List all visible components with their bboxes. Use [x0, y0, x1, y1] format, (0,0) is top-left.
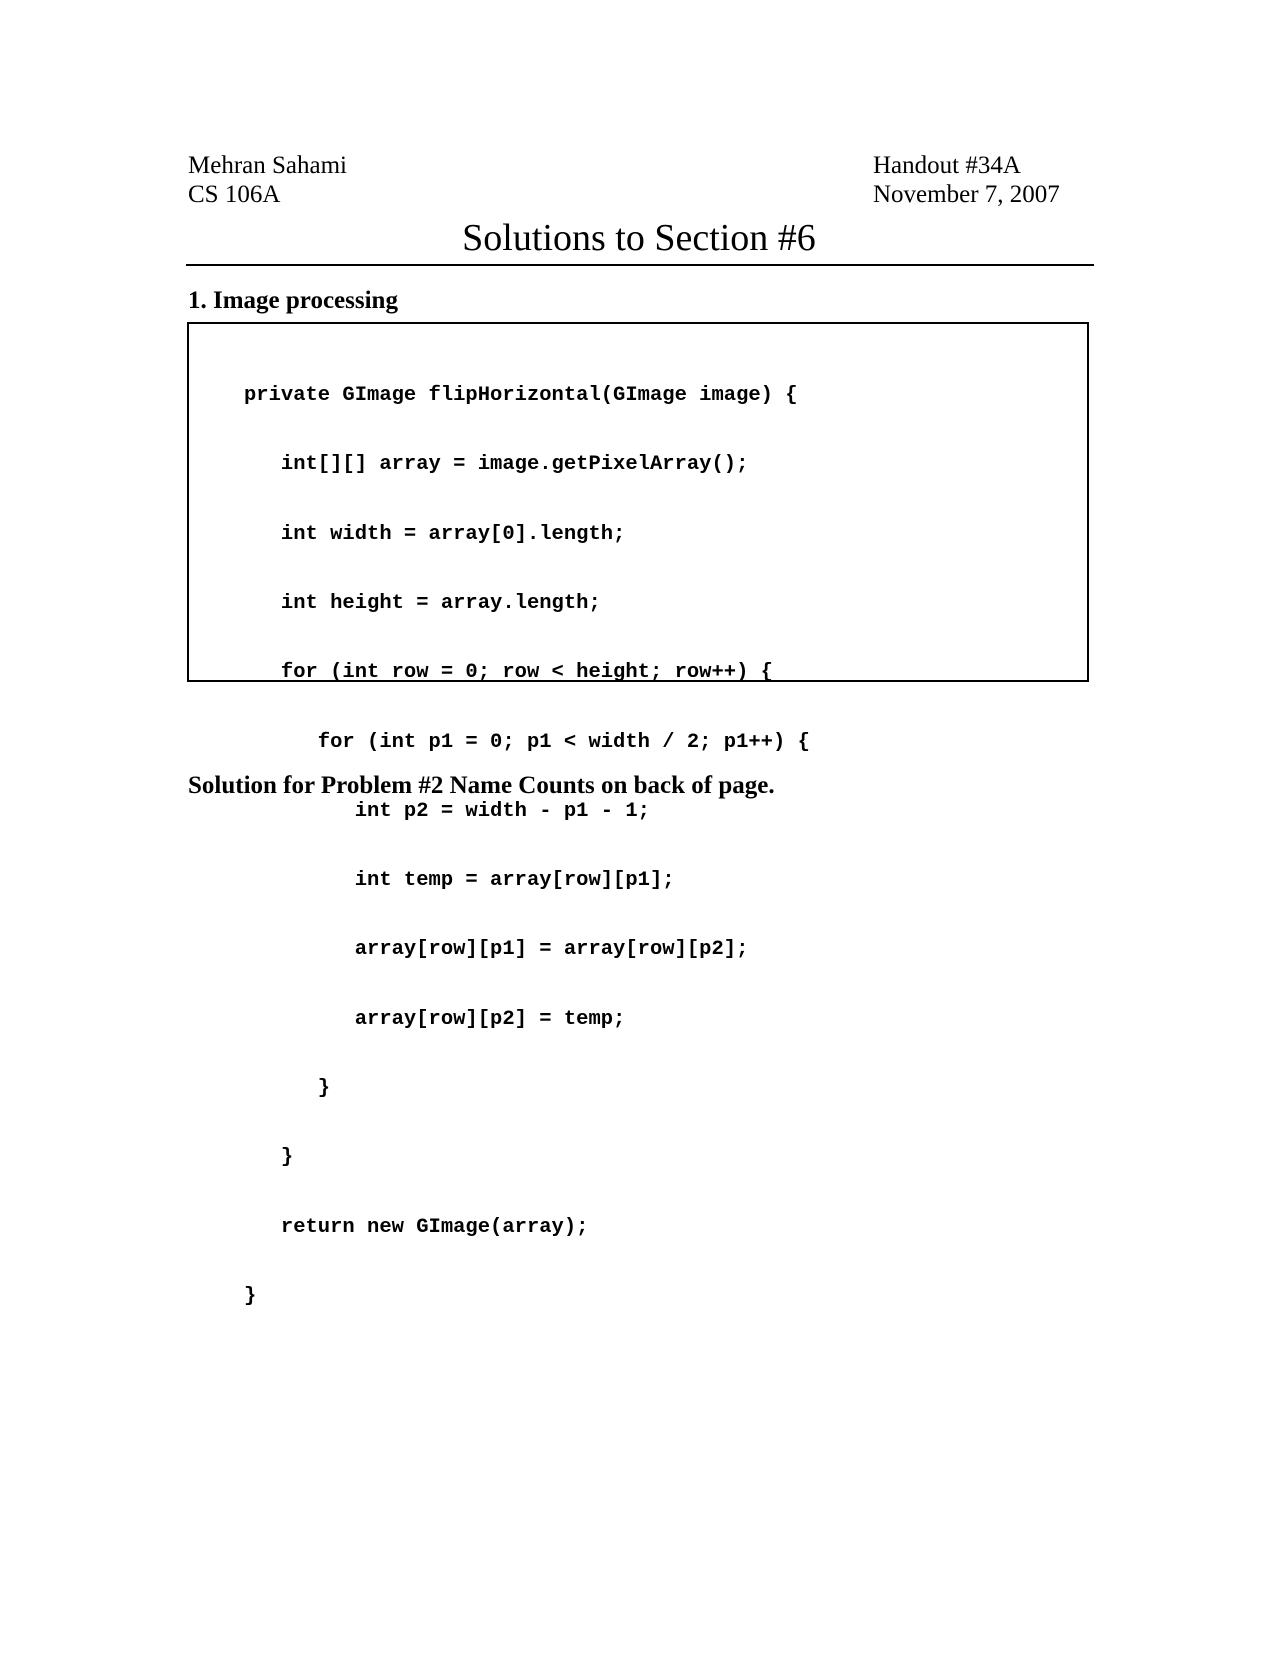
handout-number: Handout #34A — [873, 152, 1021, 179]
code-line: int[][] array = image.getPixelArray(); — [244, 453, 749, 477]
code-line: } — [244, 1284, 257, 1308]
title-divider — [186, 264, 1094, 266]
code-line: } — [244, 1077, 331, 1100]
header-right — [873, 151, 1060, 209]
code-line: } — [244, 1146, 294, 1170]
course-name: CS 106A — [188, 181, 281, 208]
code-line: for (int p1 = 0; p1 < width / 2; p1++) { — [244, 730, 810, 754]
code-line: int p2 = width - p1 - 1; — [244, 799, 650, 823]
author-name: Mehran Sahami — [188, 152, 347, 179]
footer-note: Solution for Problem #2 Name Counts on back of page. — [188, 772, 775, 799]
code-line: array[row][p2] = temp; — [244, 1007, 626, 1031]
code-listing — [244, 338, 810, 1354]
handout-date: November 7, 2007 — [873, 181, 1060, 208]
header-left — [188, 151, 347, 209]
code-line: array[row][p1] = array[row][p2]; — [244, 938, 749, 962]
code-line: return new GImage(array); — [244, 1215, 589, 1239]
code-line: int temp = array[row][p1]; — [244, 869, 675, 893]
section-heading-image-processing: 1. Image processing — [188, 287, 398, 314]
code-line: for (int row = 0; row < height; row++) { — [244, 661, 773, 685]
code-line: private GImage flipHorizontal(GImage image) { — [244, 384, 798, 408]
page-title: Solutions to Section #6 — [462, 217, 816, 259]
code-line: int width = array[0].length; — [244, 522, 626, 546]
code-line: int height = array.length; — [244, 592, 601, 616]
